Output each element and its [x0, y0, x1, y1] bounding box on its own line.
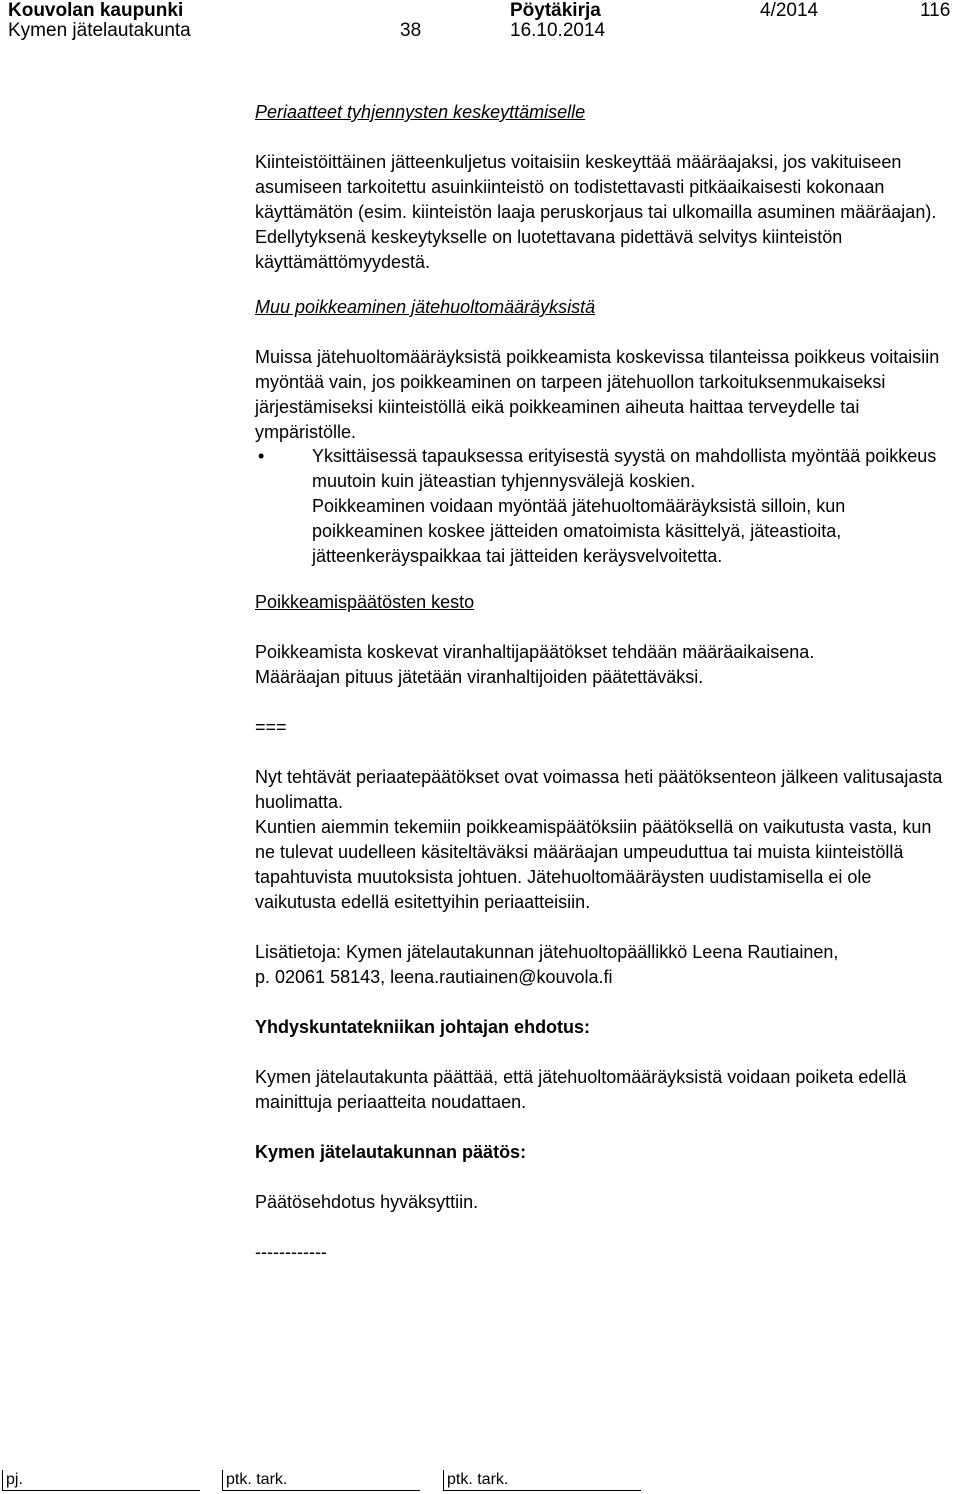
bullet-icon: • [258, 446, 265, 466]
footer-chair: pj. [6, 1471, 23, 1488]
footer-divider [443, 1470, 444, 1490]
contact-line: p. 02061 58143, leena.rautiainen@kouvola.fi [255, 967, 613, 987]
footer-divider [222, 1470, 223, 1490]
paragraph: Kuntien aiemmin tekemiin poikkeamispäätöksiin päätöksellä on vaikutusta vasta, kun ne tulevat uudelleen käsiteltäväksi määräajan umpeuduttua tai muista kiinteistöllä tapahtuvista muutoksista johtuen. Jätehuoltomääräysten uudistamisella ei ole vaikutusta edellä esitettyihin periaatteisiin. [255, 817, 932, 912]
footer-signature-line [2, 1490, 200, 1491]
bullet-paragraph: Poikkeaminen voidaan myöntää jätehuoltomääräyksistä silloin, kun poikkeaminen koskee jätteiden omatoimista käsittelyä, jäteastioita, jätteenkeräyspaikkaa tai jätteiden keräysvelvoitetta. [312, 496, 846, 566]
footer-examiner: ptk. tark. [447, 1471, 509, 1488]
section-kesto [255, 590, 945, 1265]
section-title: Poikkeamispäätösten kesto [255, 592, 475, 612]
section-number: 38 [400, 20, 422, 41]
meeting-date: 16.10.2014 [510, 20, 606, 41]
paragraph: Muissa jätehuoltomääräyksistä poikkeamista koskevissa tilanteissa poikkeus voitaisiin myöntää vain, jos poikkeaminen on tarpeen jätehuollon tarkoituksenmukaiseksi järjestämiseksi kiinteistöllä eikä poikkeaminen aiheuta haittaa terveydelle tai ympäristölle. [255, 347, 940, 442]
proposal-heading: Yhdyskuntatekniikan johtajan ehdotus: [255, 1017, 591, 1037]
paragraph: Kiinteistöittäinen jätteenkuljetus voitaisiin keskeyttää määräajaksi, jos vakituiseen asumiseen tarkoitettu asuinkiinteistö on todistettavasti pitkäaikaisesti kokonaan käyttämätön (esim. kiinteistön laaja peruskorjaus tai ulkomailla asuminen määräajan). Edellytyksenä keskeytykselle on luotettavana pidettävä selvitys kiinteistön käyttämättömyydestä. [255, 152, 937, 272]
paragraph: Määräajan pituus jätetään viranhaltijoiden päätettäväksi. [255, 667, 704, 687]
paragraph: Poikkeamista koskevat viranhaltijapäätökset tehdään määräaikaisena. [255, 642, 815, 662]
section-periaatteet [255, 100, 945, 275]
bullet-item [312, 444, 945, 569]
decision-heading: Kymen jätelautakunnan päätös: [255, 1142, 527, 1162]
paragraph: Nyt tehtävät periaatepäätökset ovat voimassa heti päätöksenteon jälkeen valitusajasta huolimatta. [255, 767, 943, 812]
issue-number: 4/2014 [760, 0, 819, 21]
document-type: Pöytäkirja [510, 0, 601, 21]
section-title: Muu poikkeaminen jätehuoltomääräyksistä [255, 297, 596, 317]
footer-divider [2, 1470, 3, 1490]
footer-examiner: ptk. tark. [226, 1471, 288, 1488]
decision-text: Päätösehdotus hyväksyttiin. [255, 1192, 479, 1212]
section-title: Periaatteet tyhjennysten keskeyttämiselle [255, 102, 586, 122]
footer-signature-line [443, 1490, 641, 1491]
committee-name: Kymen jätelautakunta [8, 20, 191, 41]
contact-line: Lisätietoja: Kymen jätelautakunnan jätehuoltopäällikkö Leena Rautiainen, [255, 942, 839, 962]
section-muu-poikkeaminen [255, 295, 945, 445]
footer-signature-line [222, 1490, 420, 1491]
bullet-paragraph: Yksittäisessä tapauksessa erityisestä syystä on mahdollista myöntää poikkeus muutoin kuin jäteastian tyhjennysvälejä koskien. [312, 446, 937, 491]
proposal-text: Kymen jätelautakunta päättää, että jätehuoltomääräyksistä voidaan poiketa edellä mainittuja periaatteita noudattaen. [255, 1067, 907, 1112]
page-number: 116 [920, 0, 951, 21]
separator: === [255, 717, 287, 737]
end-line: ------------ [255, 1242, 327, 1262]
organization-name: Kouvolan kaupunki [8, 0, 184, 21]
